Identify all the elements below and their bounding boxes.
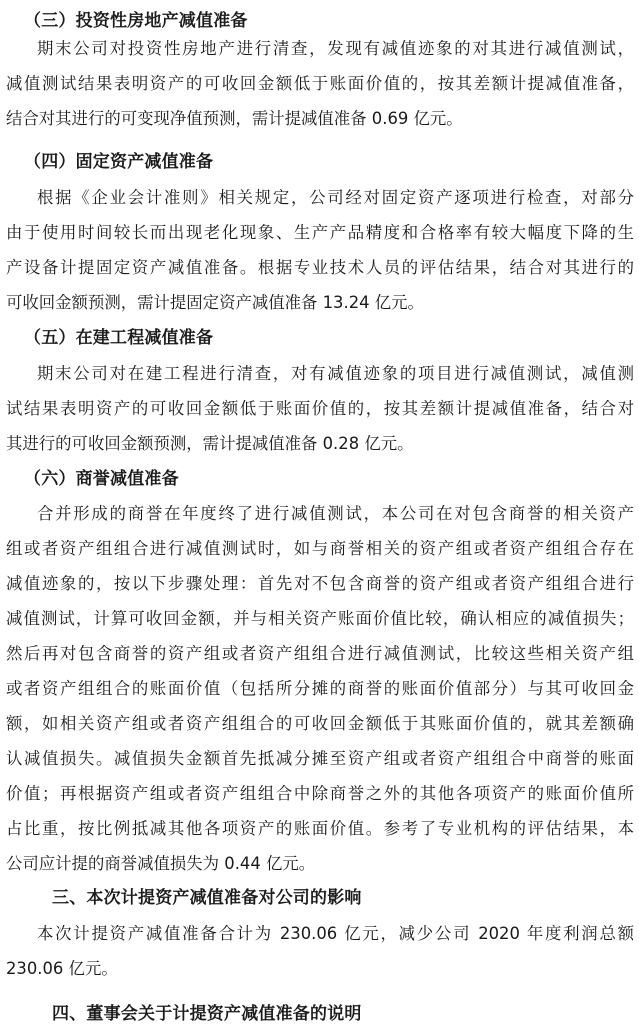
text-line: 减值测试，计算可收回金额，并与相关资产账面价值比较，确认相应的减值损失； bbox=[6, 609, 634, 628]
text-line: 价值；再根据资产组或者资产组组合中除商誉之外的其他各项资产的账面价值所 bbox=[6, 784, 634, 803]
text-line: 占比重，按比例抵减其他各项资产的账面价值。参考了专业机构的评估结果，本 bbox=[6, 819, 634, 838]
heading-goodwill: （六）商誉减值准备 bbox=[24, 469, 179, 489]
text-line: 产设备计提固定资产减值准备。根据专业技术人员的评估结果，结合对其进行的 bbox=[6, 258, 634, 277]
text-line: 组或者资产组组合进行减值测试时，如与商誉相关的资产组或者资产组组合存在 bbox=[6, 539, 634, 558]
text-line: 减值测试结果表明资产的可收回金额低于账面价值的，按其差额计提减值准备， bbox=[6, 74, 634, 93]
text-line: 本次计提资产减值准备合计为 230.06 亿元，减少公司 2020 年度利润总额 bbox=[37, 924, 634, 943]
text-line: 可收回金额预测，需计提固定资产减值准备 13.24 亿元。 bbox=[6, 293, 424, 312]
text-line: 合并形成的商誉在年度终了进行减值测试，本公司在对包含商誉的相关资产 bbox=[37, 504, 634, 523]
text-line: 其进行的可收回金额预测，需计提减值准备 0.28 亿元。 bbox=[6, 434, 414, 453]
text-line: 减值迹象的，按以下步骤处理：首先对不包含商誉的资产组或者资产组组合进行 bbox=[6, 574, 634, 593]
text-line: 结合对其进行的可变现净值预测，需计提减值准备 0.69 亿元。 bbox=[6, 109, 463, 128]
text-line: 根据《企业会计准则》相关规定，公司经对固定资产逐项进行检查，对部分 bbox=[37, 188, 634, 207]
heading-construction-in-progress: （五）在建工程减值准备 bbox=[24, 328, 214, 348]
heading-impact-on-company: 三、本次计提资产减值准备对公司的影响 bbox=[52, 888, 362, 908]
heading-fixed-assets: （四）固定资产减值准备 bbox=[24, 152, 214, 172]
text-line: 认减值损失。减值损失金额首先抵减分摊至资产组或者资产组组合中商誉的账面 bbox=[6, 749, 634, 768]
heading-investment-property: （三）投资性房地产减值准备 bbox=[24, 11, 248, 31]
text-line: 或者资产组组合的账面价值（包括所分摊的商誉的账面价值部分）与其可收回金 bbox=[6, 679, 634, 698]
text-line: 期末公司对投资性房地产进行清查，发现有减值迹象的对其进行减值测试， bbox=[37, 39, 634, 58]
text-line: 额，如相关资产组或者资产组组合的可收回金额低于其账面价值的，就其差额确 bbox=[6, 714, 634, 733]
text-line: 然后再对包含商誉的资产组或者资产组组合进行减值测试，比较这些相关资产组 bbox=[6, 644, 634, 663]
text-line: 试结果表明资产的可收回金额低于账面价值的，按其差额计提减值准备，结合对 bbox=[6, 399, 634, 418]
heading-board-statement: 四、董事会关于计提资产减值准备的说明 bbox=[52, 1004, 362, 1024]
text-line: 230.06 亿元。 bbox=[6, 959, 118, 978]
text-line: 公司应计提的商誉减值损失为 0.44 亿元。 bbox=[6, 854, 316, 873]
text-line: 由于使用时间较长而出现老化现象、生产产品精度和合格率有较大幅度下降的生 bbox=[6, 223, 634, 242]
text-line: 期末公司对在建工程进行清查，对有减值迹象的项目进行减值测试，减值测 bbox=[37, 364, 634, 383]
